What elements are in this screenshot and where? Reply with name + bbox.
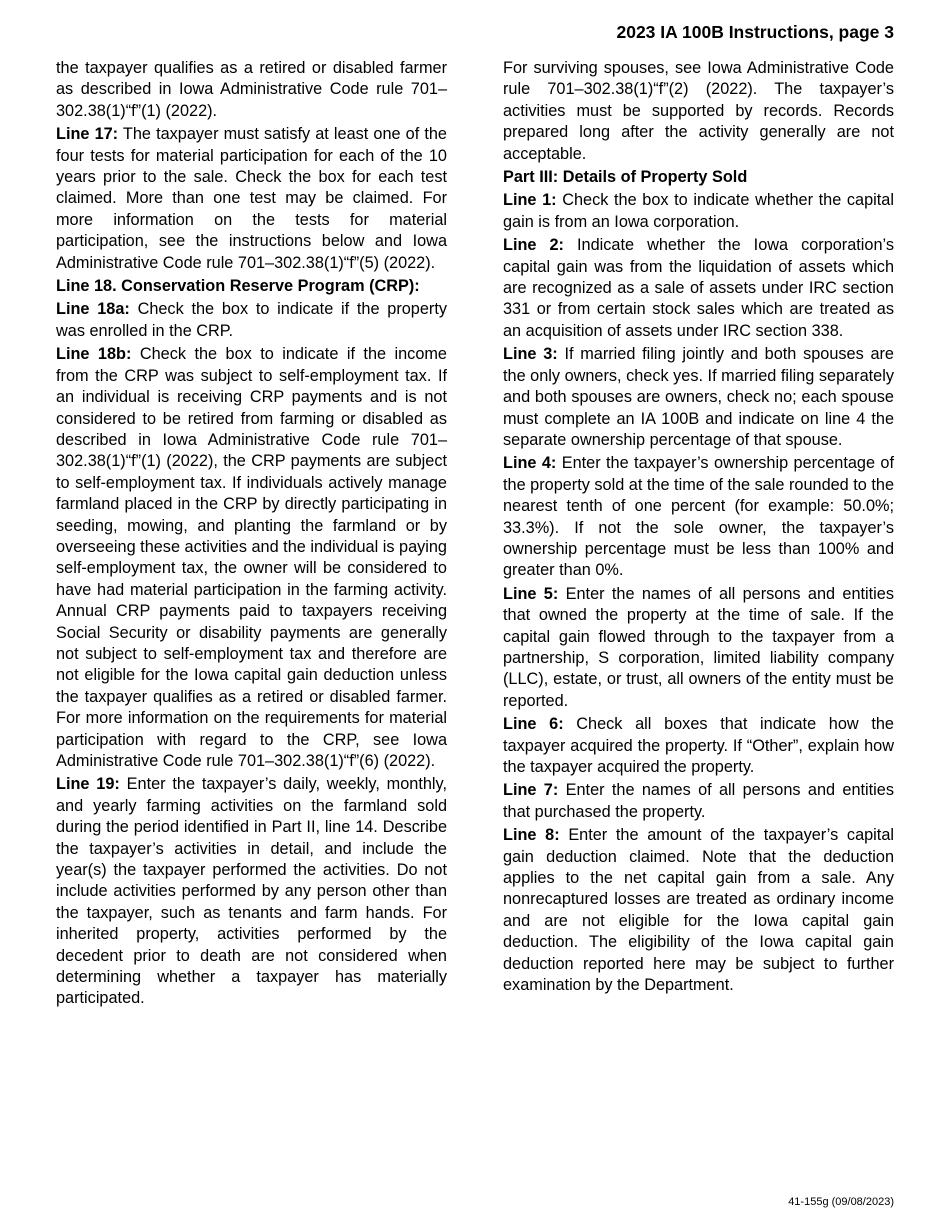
paragraph-line-6 <box>503 714 894 778</box>
line-label: Line 2: <box>503 236 564 255</box>
paragraph-line-1 <box>503 190 894 233</box>
right-column <box>503 58 894 998</box>
paragraph-surviving-spouses <box>503 58 894 165</box>
paragraph-text: the taxpayer qualifies as a retired or disabled farmer as described in Iowa Administrative Code rule 701–302.38(1)“f”(1) (2022). <box>56 59 447 120</box>
line-label: Line 4: <box>503 454 557 473</box>
paragraph-line-18b <box>56 344 447 772</box>
paragraph-line-19 <box>56 774 447 1009</box>
line-label: Line 5: <box>503 584 559 603</box>
line-label: Line 18b: <box>56 345 132 364</box>
paragraph-text: Enter the names of all persons and entities that owned the property at the time of sale. If the capital gain flowed through to the taxpayer from a partnership, S corporation, limited liability company (LLC), estate, or trust, all owners of the entity must be reported. <box>503 584 894 710</box>
line-label: Line 6: <box>503 715 564 734</box>
paragraph-line-5 <box>503 584 894 712</box>
paragraph-line-4 <box>503 453 894 581</box>
paragraph-text: Enter the taxpayer’s ownership percentage of the property sold at the time of the sale rounded to the nearest tenth of one percent (for example: 50.0%; 33.3%). If not the sole owner, the taxpayer’s ownership percentage must be less than 100% and greater than 0%. <box>503 454 894 580</box>
heading-line-18-crp: Line 18. Conservation Reserve Program (CRP): <box>56 277 420 296</box>
paragraph-text: Check the box to indicate if the property was enrolled in the CRP. <box>56 300 447 340</box>
line-label: Line 1: <box>503 191 557 210</box>
line-label: Line 17: <box>56 125 119 144</box>
page-header-title: 2023 IA 100B Instructions, page 3 <box>616 22 894 42</box>
paragraph-line-7 <box>503 780 894 823</box>
paragraph-text: Check all boxes that indicate how the taxpayer acquired the property. If “Other”, explain how the taxpayer acquired the property. <box>503 715 894 776</box>
line-label: Line 3: <box>503 345 558 364</box>
paragraph-text: Enter the amount of the taxpayer’s capital gain deduction claimed. Note that the deduction applies to the net capital gain from a sale. Any nonrecaptured losses are treated as ordinary income and are not eligible for the Iowa capital gain deduction. The eligibility of the Iowa capital gain deduction reported here may be subject to further examination by the Department. <box>503 826 894 995</box>
paragraph-continuation <box>56 58 447 122</box>
form-code-footer: 41-155g (09/08/2023) <box>788 1196 894 1208</box>
paragraph-line-18a <box>56 299 447 342</box>
paragraph-line-3 <box>503 344 894 451</box>
line-label: Line 19: <box>56 775 120 794</box>
paragraph-text: Enter the taxpayer’s daily, weekly, monthly, and yearly farming activities on the farmland sold during the period identified in Part II, line 14. Describe the taxpayer’s activities in detail, and include the year(s) the taxpayer performed the activities. Do not include activities performed by any person other than the taxpayer, such as tenants and farm hands. For inherited property, activities performed by the decedent prior to death are not considered when determining whether a taxpayer has materially participated. <box>56 775 447 1008</box>
paragraph-text: Check the box to indicate if the income from the CRP was subject to self-employment tax. If an individual is receiving CRP payments and is not considered to be retired from farming or disabled as described in Iowa Administrative Code rule 701–302.38(1)“f”(1) (2022), the CRP payments are subject to self-employment tax. If individuals actively manage farmland placed in the CRP by directly participating in seeding, mowing, and planting the farmland or by overseeing these activities and the individual is paying self-employment tax, the owner will be considered to have had material participation in the farming activity. Annual CRP payments paid to taxpayers receiving Social Security or disability payments are generally not subject to self-employment tax and therefore are not eligible for the Iowa capital gain deduction unless the taxpayer qualifies as a retired or disabled farmer. For more information on the requirements for material participation with regard to the CRP, see Iowa Administrative Code rule 701–302.38(1)“f”(6) (2022). <box>56 345 447 770</box>
paragraph-text: Enter the names of all persons and entities that purchased the property. <box>503 781 894 821</box>
paragraph-text: Check the box to indicate whether the capital gain is from an Iowa corporation. <box>503 191 894 231</box>
paragraph-text: Indicate whether the Iowa corporation’s capital gain was from the liquidation of assets which are recognized as a sale of assets under IRC section 331 or from certain stock sales which are treated as an acquisition of assets under IRC section 338. <box>503 236 894 340</box>
paragraph-line-8 <box>503 825 894 996</box>
paragraph-text: The taxpayer must satisfy at least one of the four tests for material participation for each of the 10 years prior to the sale. Check the box for each test claimed. More than one test may be claimed. For more information on the tests for material participation, see the instructions below and Iowa Administrative Code rule 701–302.38(1)“f”(5) (2022). <box>56 125 447 272</box>
paragraph-line-17 <box>56 124 447 274</box>
paragraph-text: For surviving spouses, see Iowa Administrative Code rule 701–302.38(1)“f”(2) (2022). The taxpayer’s activities must be supported by records. Records prepared long after the activity generally are not acceptable. <box>503 59 894 163</box>
line-label: Line 18a: <box>56 300 130 319</box>
left-column <box>56 58 447 1012</box>
line-label: Line 7: <box>503 781 559 800</box>
paragraph-text: If married filing jointly and both spouses are the only owners, check yes. If married filing separately and both spouses are owners, check no; each spouse must complete an IA 100B and indicate on line 4 the separate ownership percentage of that spouse. <box>503 345 894 449</box>
paragraph-line-2 <box>503 235 894 342</box>
line-label: Line 8: <box>503 826 560 845</box>
heading-part-iii: Part III: Details of Property Sold <box>503 168 748 187</box>
